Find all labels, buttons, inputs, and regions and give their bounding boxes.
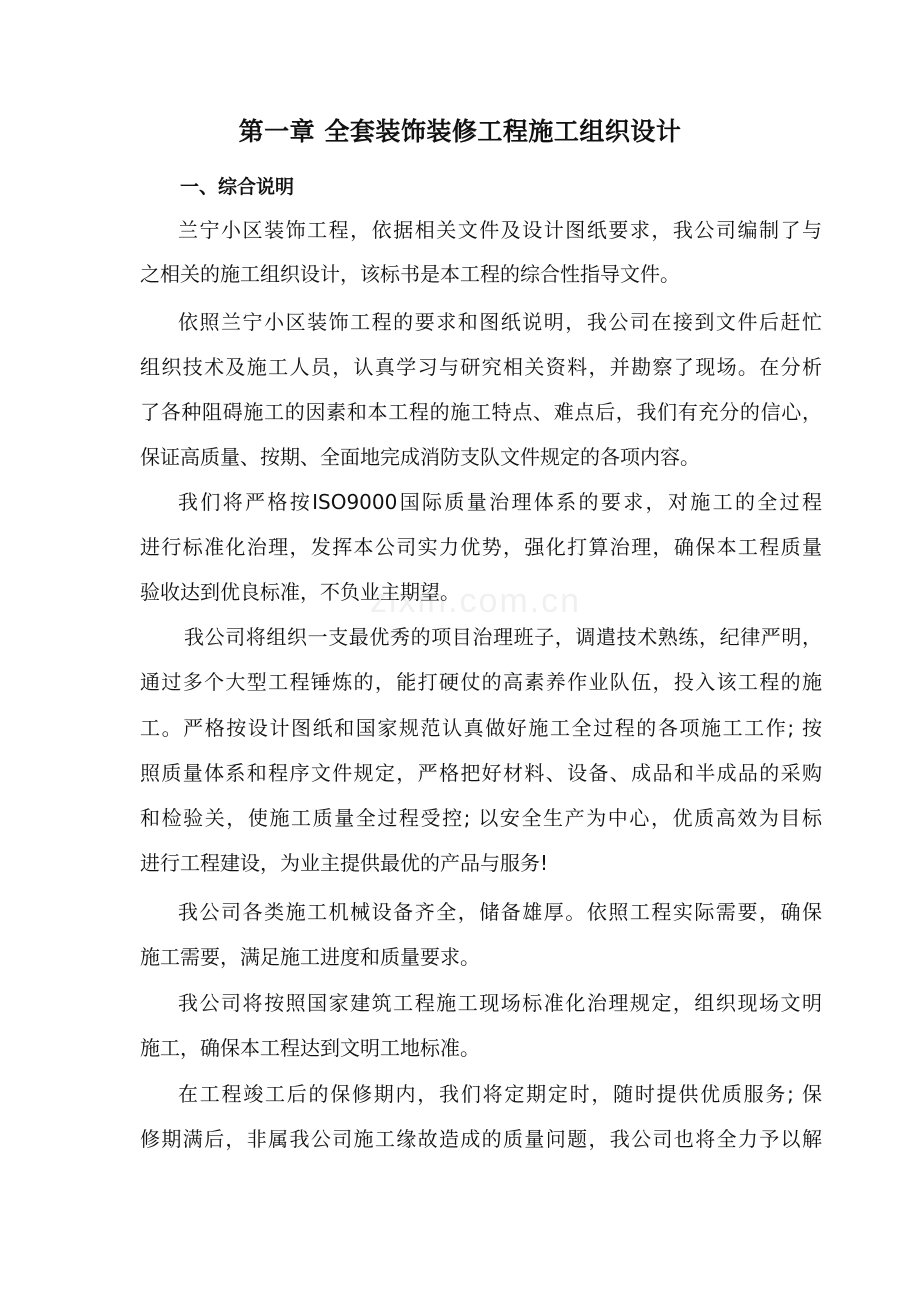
paragraph-line: 组织技术及施工人员，认真学习与研究相关资料，并勘察了现场。在分析 bbox=[140, 355, 822, 379]
paragraph-line: 在工程竣工后的保修期内，我们将定期定时，随时提供优质服务; 保 bbox=[178, 1082, 822, 1106]
paragraph-line: 我公司将组织一支最优秀的项目治理班子，调遣技术熟练，纪律严明， bbox=[184, 625, 822, 649]
paragraph-line: 依照兰宁小区装饰工程的要求和图纸说明，我公司在接到文件后赶忙 bbox=[178, 310, 822, 334]
page-title: 第一章 全套装饰装修工程施工组织设计 bbox=[238, 117, 682, 146]
paragraph-line: 进行标准化治理，发挥本公司实力优势，强化打算治理，确保本工程质量 bbox=[140, 535, 822, 559]
paragraph-line: 了各种阻碍施工的因素和本工程的施工特点、难点后，我们有充分的信心， bbox=[140, 400, 822, 424]
paragraph-line: 我们将严格按ISO9000国际质量治理体系的要求，对施工的全过程 bbox=[178, 490, 822, 514]
paragraph-line: 保证高质量、按期、全面地完成消防支队文件规定的各项内容。 bbox=[140, 445, 700, 469]
paragraph-line: 照质量体系和程序文件规定，严格把好材料、设备、成品和半成品的采购 bbox=[140, 761, 822, 785]
paragraph-line: 施工需要，满足施工进度和质量要求。 bbox=[140, 945, 480, 969]
paragraph-line: 施工，确保本工程达到文明工地标准。 bbox=[140, 1036, 480, 1060]
paragraph-line: 我公司各类施工机械设备齐全，储备雄厚。依照工程实际需要，确保 bbox=[178, 900, 822, 924]
paragraph-line: 修期满后，非属我公司施工缘故造成的质量问题，我公司也将全力予以解 bbox=[140, 1127, 822, 1151]
paragraph-line: 验收达到优良标准，不负业主期望。 bbox=[140, 580, 460, 604]
paragraph-line: 之相关的施工组织设计，该标书是本工程的综合性指导文件。 bbox=[140, 262, 680, 286]
paragraph-line: 和检验关，使施工质量全过程受控; 以安全生产为中心，优质高效为目标 bbox=[140, 806, 822, 830]
section-heading: 一、综合说明 bbox=[180, 176, 295, 198]
paragraph-line: 工。严格按设计图纸和国家规范认真做好施工全过程的各项施工工作; 按 bbox=[140, 716, 822, 740]
paragraph-line: 我公司将按照国家建筑工程施工现场标准化治理规定，组织现场文明 bbox=[178, 991, 822, 1015]
paragraph-line: 通过多个大型工程锤炼的，能打硬仗的高素养作业队伍，投入该工程的施 bbox=[140, 670, 822, 694]
paragraph-line: 进行工程建设，为业主提供最优的产品与服务! bbox=[140, 851, 549, 875]
watermark: zixin.com.cn bbox=[370, 582, 582, 620]
paragraph-line: 兰宁小区装饰工程，依据相关文件及设计图纸要求，我公司编制了与 bbox=[178, 218, 822, 242]
